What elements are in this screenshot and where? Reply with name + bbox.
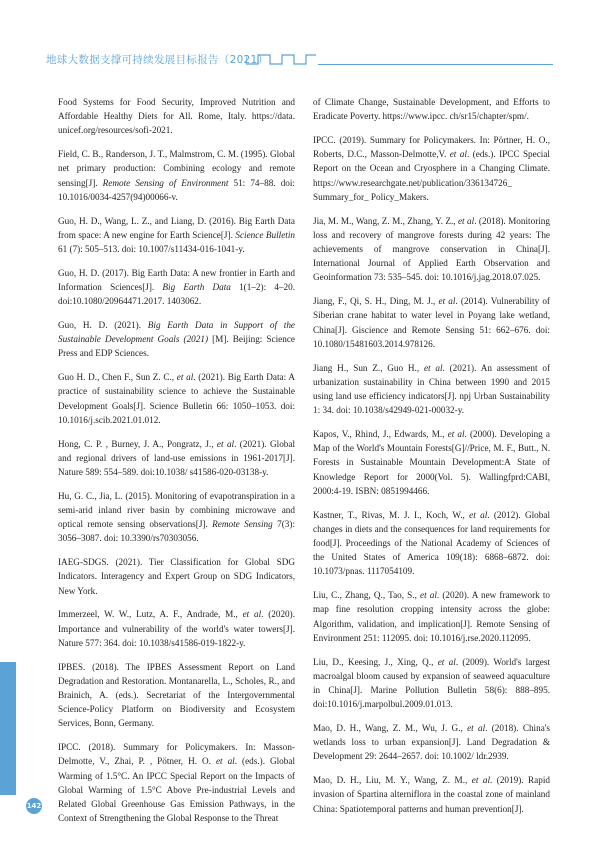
reference-entry: Kastner, T., Rivas, M. J. I., Koch, W., et al. (2012). Global changes in diets and the consequences for land requirements for food[J]. Proceedings of the National Academy of Sciences of the United States of America 109(18): 6868–6872. doi: 10.1073/pnas. 1117054109.: [313, 509, 550, 577]
reference-entry: IAEG-SDGS. (2021). Tier Classification for Global SDG Indicators. Interagency and Expert Group on SDG Indicators, New York.: [58, 557, 295, 596]
reference-entry: Guo, H. D., Wang, L. Z., and Liang, D. (2016). Big Earth Data from space: A new engine for Earth Science[J]. Science Bulletin 61 (7): 505–513. doi: 10.1007/s11434-016-1041-y.: [58, 215, 295, 255]
reference-entry: Kapos, V., Rhind, J., Edwards, M., et al. (2000). Developing a Map of the World's Mountain Forests[G]//Price, M. F., Butt., N. Forests in Sustainable Mountain Development:A State of Knowledge Report for 2000(Vol. 5). Wallingfprd:CABI, 2000:4-19. ISBN: 0851994466.: [313, 429, 550, 496]
page-number: 142: [26, 798, 42, 814]
reference-entry: Mao, D. H., Liu, M. Y., Wang, Z. M., et al. (2019). Rapid invasion of Spartina alterniflora in the coastal zone of mainland China: Spatiotemporal patterns and human prevention[J].: [313, 775, 550, 814]
reference-entry: Guo, H. D. (2021). Big Earth Data in Support of the Sustainable Development Goals (2021) [M]. Beijing: Science Press and EDP Sciences.: [58, 320, 295, 359]
reference-entry: Guo, H. D. (2017). Big Earth Data: A new frontier in Earth and Information Sciences[J]. Big Earth Data 1(1–2): 4–20. doi:10.1080/20964471.2017. 1403062.: [58, 267, 296, 307]
reference-entry: Food Systems for Food Security, Improved Nutrition and Affordable Healthy Diets for All. Rome, Italy. https://data. unicef.org/resources/sofi-2021.: [58, 97, 295, 136]
reference-entry: IPBES. (2018). The IPBES Assessment Report on Land Degradation and Restoration. Montanarella, L., Scholes, R., and Brainich, A. (eds.). Secretariat of the Intergovernmental Science-Policy Platform on Biodiversity and Ecosystem Services, Bonn, Germany.: [58, 661, 295, 729]
reference-entry: Jia, M. M., Wang, Z. M., Zhang, Y. Z., et al. (2018). Monitoring loss and recovery of mangrove forests during 42 years: The achievements of mangrove conservation in China[J]. International Journal of Applied Earth Observation and Geoinformation 73: 535–545. doi: 10.1016/j.jag.2018.07.025.: [313, 215, 550, 283]
running-header: 地球大数据支撑可持续发展目标报告（2021）: [46, 54, 269, 66]
reference-entry: IPCC. (2018). Summary for Policymakers. In: Masson-Delmotte, V., Zhai, P. , Pötner, H. O. et al. (eds.). Global Warming of 1.5°C. An IPCC Special Report on the Impacts of Global Warming of 1.5°C Above Pre-industrial Levels and Related Global Greenhouse Gas Emission Pathways, in the Context of Strengthening the Global Response to the Threat: [58, 742, 295, 824]
reference-entry: Hong, C. P. , Burney, J. A., Pongratz, J., et al. (2021). Global and regional drivers of land-use emissions in 1961-2017[J]. Nature 589: 554–589. doi:10.1038/ s41586-020-03138-y.: [58, 438, 296, 478]
reference-entry: Field, C. B., Randerson, J. T., Malmstrom, C. M. (1995). Global net primary production: Combining ecology and remote sensing[J]. Remote Sensing of Environment 51: 74–88. doi: 10.1016/0034-4257(94)00066-v.: [58, 149, 295, 202]
reference-entry: Jiang, F., Qi, S. H., Ding, M. J., et al. (2014). Vulnerability of Siberian crane habitat to water level in Poyang lake wetland, China[J]. Giscience and Remote Sensing 51: 662–676. doi: 10.1080/15481603.2014.978126.: [313, 296, 550, 349]
header-decoration-icon: [246, 53, 316, 65]
reference-entry: IPCC. (2019). Summary for Policymakers. In: Pörtner, H. O., Roberts, D.C., Masson-Delmotte,V. et al. (eds.). IPCC Special Report on the Ocean and Cryosphere in a Changing Climate. https://www.researchgate.net/publication/336134726_ Summary_for_ Policy_Makers.: [313, 135, 550, 202]
header-rule: [318, 64, 553, 65]
references-right-column: [313, 95, 550, 825]
reference-entry: Jiang H., Sun Z., Guo H., et al. (2021). An assessment of urbanization sustainability in China between 1990 and 2015 using land use efficiency indicators[J]. npj Urban Sustainability 1: 34. doi: 10.1038/s42949-021-00032-y.: [313, 362, 550, 416]
reference-entry: Mao, D. H., Wang, Z. M., Wu, J. G., et al. (2018). China's wetlands loss to urban expansion[J]. Land Degradation & Development 29: 2644–2657. doi: 10.1002/ ldr.2939.: [313, 723, 551, 762]
references-left-column: [58, 95, 295, 835]
reference-entry: Liu, D., Keesing, J., Xing, Q., et al. (2009). World's largest macroalgal bloom caused by expansion of seaweed aquaculture in China[J]. Marine Pollution Bulletin 58(6): 888–895. doi:10.1016/j.marpolbul.2009.01.013.: [313, 656, 550, 710]
reference-entry: Hu, G. C., Jia, L. (2015). Monitoring of evapotranspiration in a semi-arid inland river basin by combining microwave and optical remote sensing observations[J]. Remote Sensing 7(3): 3056–3087. doi: 10.3390/rs70303056.: [58, 490, 295, 544]
reference-entry: Immerzeel, W. W., Lutz, A. F., Andrade, M., et al. (2020). Importance and vulnerability of the world's water towers[J]. Nature 577: 364. doi: 10.1038/s41586-019-1822-y.: [58, 609, 295, 648]
reference-entry: Liu, C., Zhang, Q., Tao, S., et al. (2020). A new framework to map fine resolution cropping intensity across the globe: Algorithm, validation, and implication[J]. Remote Sensing of Environment 251: 112095. doi: 10.1016/j.rse.2020.112095.: [313, 590, 550, 643]
side-tab: [0, 662, 16, 795]
reference-entry: of Climate Change, Sustainable Development, and Efforts to Eradicate Poverty. https://www.ipcc. ch/sr15/chapter/spm/.: [313, 97, 550, 122]
reference-entry: Guo H. D., Chen F., Sun Z. C., et al. (2021). Big Earth Data: A practice of sustainability science to achieve the Sustainable Development Goals[J]. Science Bulletin 66: 1050–1053. doi: 10.1016/j.scib.2021.01.012.: [58, 372, 295, 425]
